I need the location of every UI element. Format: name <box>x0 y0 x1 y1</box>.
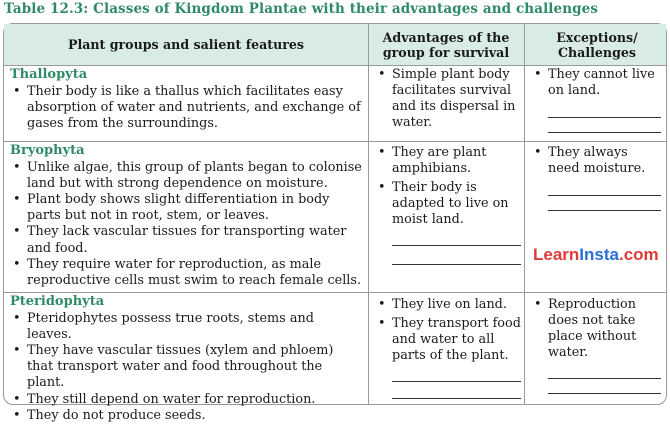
col-divider <box>368 24 369 404</box>
advantage-item: • They live on land. <box>375 297 521 313</box>
row-bryophyta-features <box>10 143 362 289</box>
header-features: Plant groups and salient features <box>67 37 305 52</box>
blank-line <box>392 367 521 382</box>
plantae-table <box>3 23 667 423</box>
challenge-item: • Reproduction does not take place without water. <box>531 297 661 361</box>
group-name: Bryophyta <box>10 143 85 158</box>
feature-item: • They require water for reproduction, as male reproductive cells must swim to reach female cells. <box>10 257 362 289</box>
feature-item: • They have vascular tissues (xylem and phloem) that transport water and food throughout the plant. <box>10 343 362 391</box>
feature-item: • They still depend on water for reproduction. <box>10 392 362 408</box>
row-thallophyta-advantages <box>375 67 521 134</box>
col-divider <box>524 24 525 404</box>
table-title: Table 12.3: Classes of Kingdom Plantae with their advantages and challenges <box>4 1 599 17</box>
advantage-item: • They are plant amphibians. <box>375 145 521 177</box>
learninsta-watermark <box>533 245 659 265</box>
blank-line <box>548 364 661 379</box>
blank-line <box>548 181 661 196</box>
blank-line <box>548 118 661 133</box>
group-name: Thallopyta <box>10 67 88 82</box>
advantage-item: • They transport food and water to all parts of the plant. <box>375 316 521 364</box>
row-bryophyta-challenges <box>531 145 661 211</box>
watermark-part: .com <box>618 245 659 264</box>
row-divider <box>4 292 666 293</box>
row-bryophyta-advantages <box>375 145 521 265</box>
row-pteridophyta-advantages <box>375 297 521 399</box>
blank-line <box>548 379 661 394</box>
header-advantages: Advantages of the group for survival <box>382 29 510 60</box>
challenge-item: • They always need moisture. <box>531 145 661 177</box>
row-divider <box>4 141 666 142</box>
blank-line <box>392 231 521 246</box>
feature-item: • They do not produce seeds. <box>10 408 362 424</box>
header-challenges: Exceptions/ Challenges <box>556 29 638 60</box>
blank-line <box>548 103 661 118</box>
blank-line <box>548 196 661 211</box>
group-name: Pteridophyta <box>10 294 105 309</box>
feature-item: • Plant body shows slight differentiation in body parts but not in root, stem, or leaves. <box>10 192 362 224</box>
feature-item: • They lack vascular tissues for transporting water and food. <box>10 224 362 256</box>
row-pteridophyta-features <box>10 294 362 424</box>
row-thallophyta-features <box>10 67 362 132</box>
advantage-item: • Simple plant body facilitates survival and its dispersal in water. <box>375 67 521 131</box>
feature-item: • Their body is like a thallus which facilitates easy absorption of water and nutrients, and exchange of gases from the surroundings. <box>10 84 362 132</box>
feature-item: • Unlike algae, this group of plants began to colonise land but with strong dependence on moisture. <box>10 160 362 192</box>
row-thallophyta-challenges <box>531 67 661 133</box>
feature-item: • Pteridophytes possess true roots, stems and leaves. <box>10 311 362 343</box>
row-divider <box>4 65 666 66</box>
challenge-item: • They cannot live on land. <box>531 67 661 99</box>
watermark-part: Insta <box>579 245 619 264</box>
watermark-part: Learn <box>533 245 580 264</box>
blank-line <box>392 384 521 399</box>
row-pteridophyta-challenges <box>531 297 661 394</box>
advantage-item: • Their body is adapted to live on moist land. <box>375 180 521 228</box>
blank-line <box>392 250 521 265</box>
